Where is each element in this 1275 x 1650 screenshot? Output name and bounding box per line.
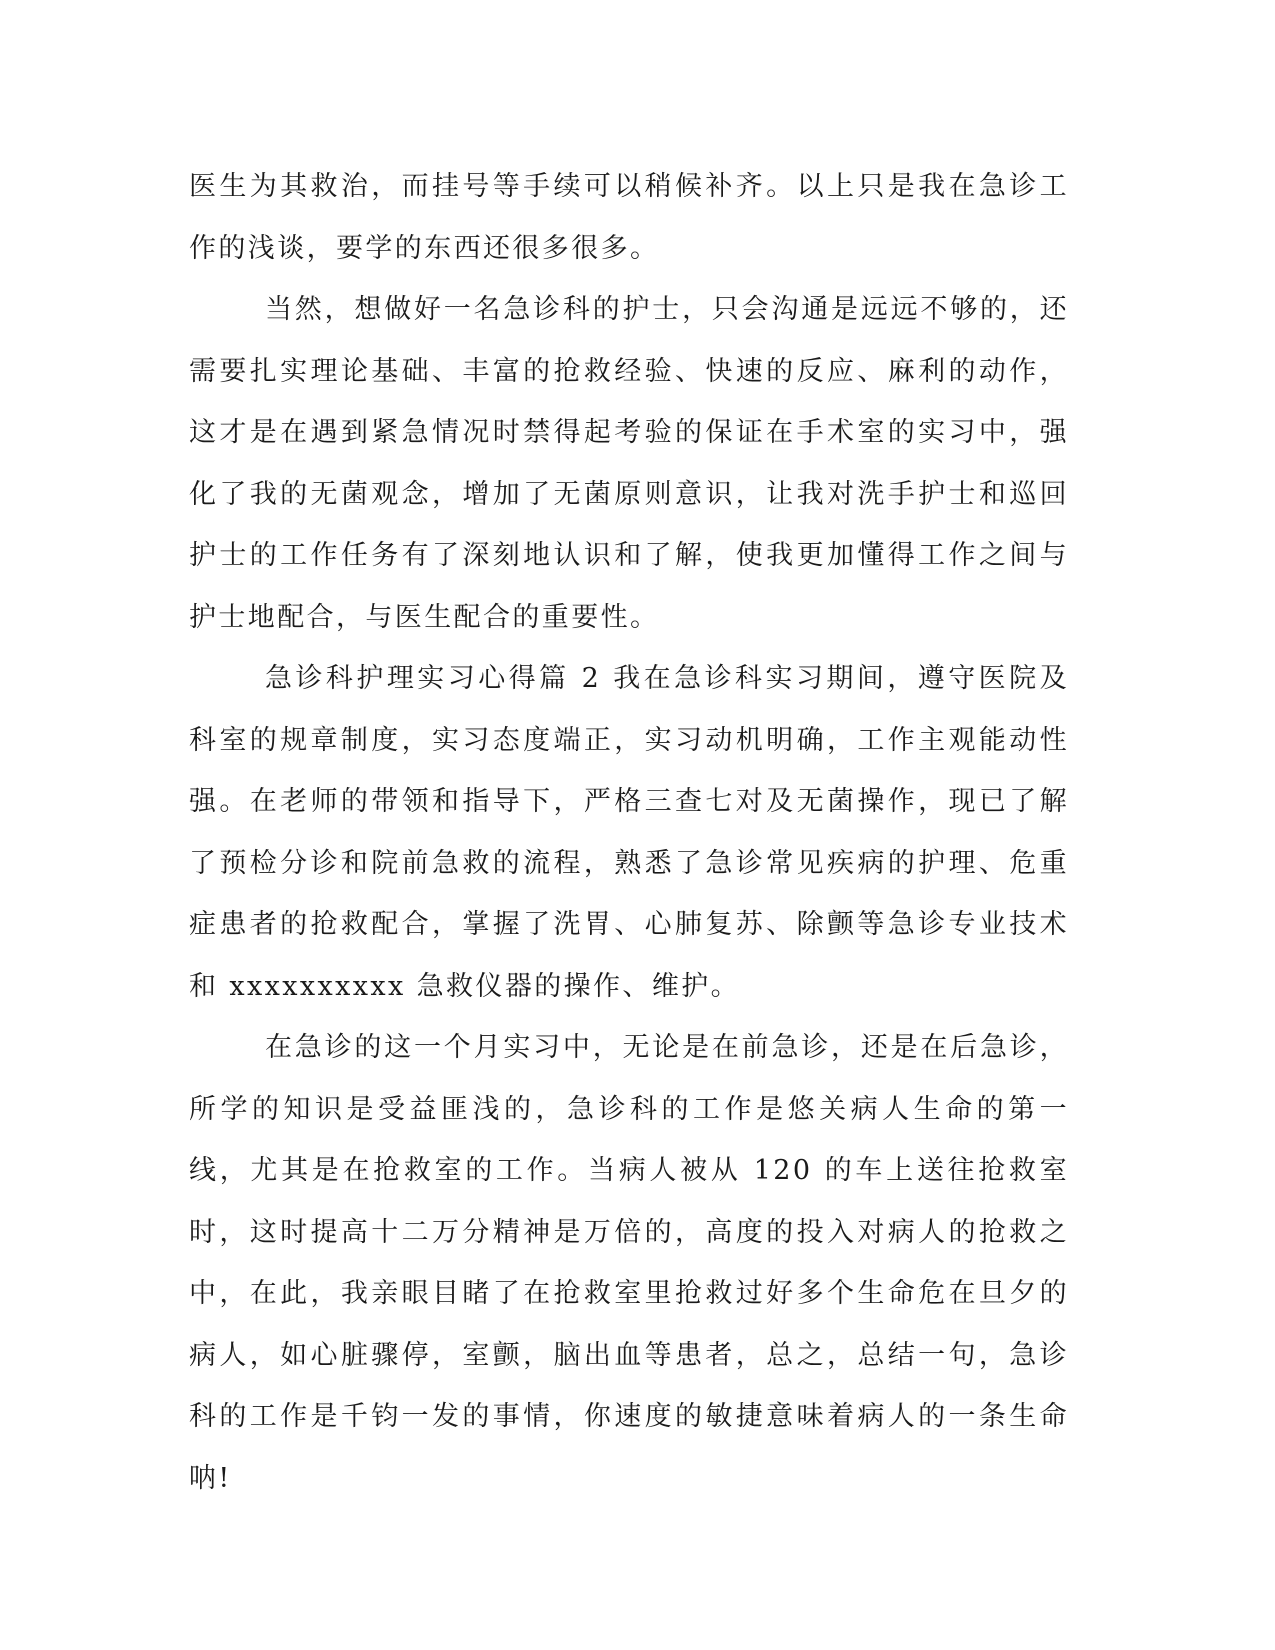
paragraph-1: 医生为其救治，而挂号等手续可以稍候补齐。以上只是我在急诊工作的浅谈，要学的东西还很多很多。: [189, 171, 1069, 264]
paragraph-3: 急诊科护理实习心得篇 2 我在急诊科实习期间，遵守医院及科室的规章制度，实习态度端正，实习动机明确，工作主观能动性强。在老师的带领和指导下，严格三查七对及无菌操作，现已了解了预检分诊和院前急救的流程，熟悉了急诊常见疾病的护理、危重症患者的抢救配合，掌握了洗胃、心肺复苏、除颤等急诊专业技术和 xxxxxxxxxx 急救仪器的操作、维护。: [189, 663, 1069, 1002]
paragraph-2: 当然，想做好一名急诊科的护士，只会沟通是远远不够的，还需要扎实理论基础、丰富的抢救经验、快速的反应、麻利的动作，这才是在遇到紧急情况时禁得起考验的保证在手术室的实习中，强化了我的无菌观念，增加了无菌原则意识，让我对洗手护士和巡回护士的工作任务有了深刻地认识和了解，使我更加懂得工作之间与护士地配合，与医生配合的重要性。: [189, 294, 1069, 633]
document-body: [189, 156, 1069, 1509]
paragraph-4: 在急诊的这一个月实习中，无论是在前急诊，还是在后急诊，所学的知识是受益匪浅的，急诊科的工作是悠关病人生命的第一线，尤其是在抢救室的工作。当病人被从 120 的车上送往抢救室时，这时提高十二万分精神是万倍的，高度的投入对病人的抢救之中，在此，我亲眼目睹了在抢救室里抢救过好多个生命危在旦夕的病人，如心脏骤停，室颤，脑出血等患者，总之，总结一句，急诊科的工作是千钧一发的事情，你速度的敏捷意味着病人的一条生命呐!: [189, 1032, 1069, 1494]
